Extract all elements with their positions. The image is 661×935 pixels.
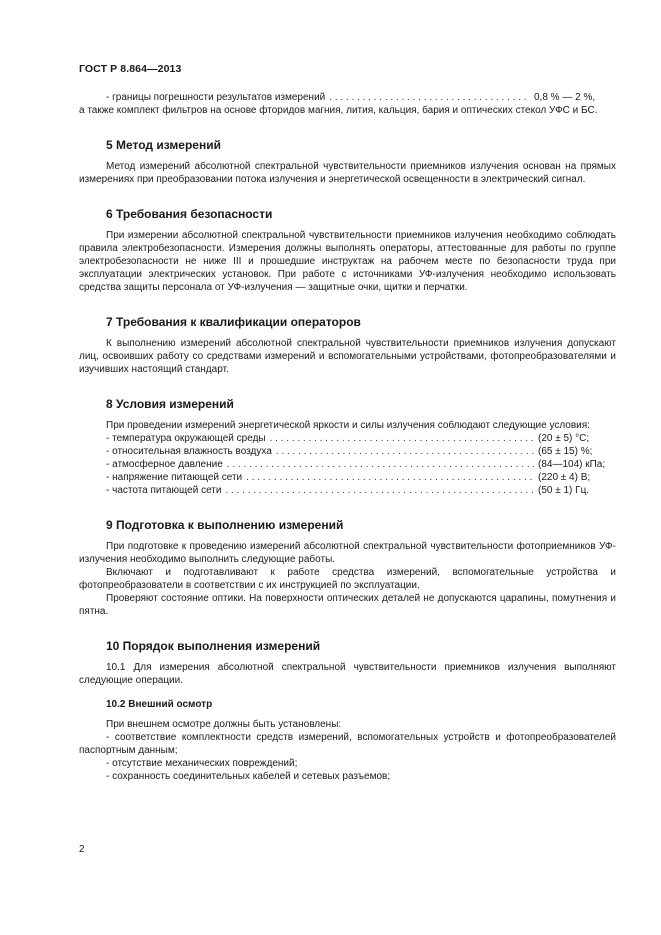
condition-label: - атмосферное давление (106, 459, 223, 470)
section-10-heading: 10 Порядок выполнения измерений (106, 639, 321, 653)
section-6-text: При измерении абсолютной спектральной чувствительности приемников излучения необходимо соблюдать правила электробезопасности. Измерения должны выполнять операторы, аттестованные для работы по группе электробезопасности не ниже III и прошедшие инструктаж на рабочем месте по безопасности труда при эксплуатации электрических установок. При работе с источниками УФ-излучения необходимо использовать средства защиты персонала от УФ-излучения — защитные очки, щитки и перчатки. (79, 230, 616, 293)
filters-paragraph: а также комплект фильтров на основе фторидов магния, лития, кальция, бария и оптических стекол УФС и БС. (79, 105, 598, 116)
section-5-text: Метод измерений абсолютной спектральной чувствительности приемников излучения основан на прямых измерениях при преобразовании потока излучения и энергетической освещенности в электрический сигнал. (79, 161, 616, 185)
condition-item (79, 458, 616, 471)
leader-dots (270, 432, 534, 445)
section-6-heading: 6 Требования безопасности (106, 207, 273, 221)
inspection-item: - сохранность соединительных кабелей и сетевых разъемов; (106, 771, 391, 782)
condition-item (79, 471, 616, 484)
condition-value: (220 ± 4) В; (538, 472, 591, 483)
subsection-10-2-heading: 10.2 Внешний осмотр (106, 699, 213, 710)
section-9-heading: 9 Подготовка к выполнению измерений (106, 518, 344, 532)
section-5-heading: 5 Метод измерений (106, 138, 221, 152)
section-9-paragraph-3: Проверяют состояние оптики. На поверхности оптических деталей не допускаются царапины, помутнения и пятна. (79, 593, 616, 617)
condition-item (79, 432, 616, 445)
document-body (79, 91, 616, 783)
leader-dots (227, 458, 534, 471)
section-8-heading: 8 Условия измерений (106, 397, 234, 411)
condition-label: - относительная влажность воздуха (106, 446, 272, 457)
condition-value: (84—104) кПа; (538, 459, 606, 470)
leader-dots (246, 471, 534, 484)
document-header: ГОСТ Р 8.864—2013 (79, 63, 182, 75)
leader-dots (276, 445, 534, 458)
leader-dots (329, 91, 530, 104)
leader-dots (225, 484, 534, 497)
bound-label: - границы погрешности результатов измерений (106, 92, 326, 103)
section-10-1-text: 10.1 Для измерения абсолютной спектральной чувствительности приемников излучения выполняют следующие операции. (79, 662, 616, 686)
section-9-paragraph-2: Включают и подготавливают к работе средства измерений, вспомогательные устройства и фотопреобразователи в соответствии с их инструкцией по эксплуатации. (79, 567, 616, 591)
inspection-item: - соответствие комплектности средств измерений, вспомогательных устройств и фотопреобразователей паспортным данным; (79, 732, 616, 756)
subsection-10-2-intro: При внешнем осмотре должны быть установлены: (106, 719, 342, 730)
page-number: 2 (79, 844, 85, 855)
condition-label: - частота питающей сети (106, 485, 222, 496)
condition-item (79, 484, 616, 497)
condition-value: (20 ± 5) °C; (538, 433, 590, 444)
section-9-paragraph-1: При подготовке к проведению измерений абсолютной спектральной чувствительности фотоприемников УФ-излучения необходимо выполнить следующие работы. (79, 541, 616, 565)
condition-value: (65 ± 15) %; (538, 446, 593, 457)
condition-item (79, 445, 616, 458)
condition-label: - температура окружающей среды (106, 433, 266, 444)
condition-value: (50 ± 1) Гц. (538, 485, 590, 496)
inspection-item: - отсутствие механических повреждений; (106, 758, 298, 769)
measurement-error-bound (79, 91, 616, 104)
section-7-text: К выполнению измерений абсолютной спектральной чувствительности приемников излучения допускают лиц, освоивших работу со средствами измерений и вспомогательными устройствами, фотопреобразователями и изучивших настоящий стандарт. (79, 338, 616, 375)
condition-label: - напряжение питающей сети (106, 472, 243, 483)
section-7-heading: 7 Требования к квалификации операторов (106, 315, 361, 329)
section-8-intro: При проведении измерений энергетической яркости и силы излучения соблюдают следующие условия: (106, 420, 590, 431)
bound-value: 0,8 % — 2 %, (534, 92, 596, 103)
